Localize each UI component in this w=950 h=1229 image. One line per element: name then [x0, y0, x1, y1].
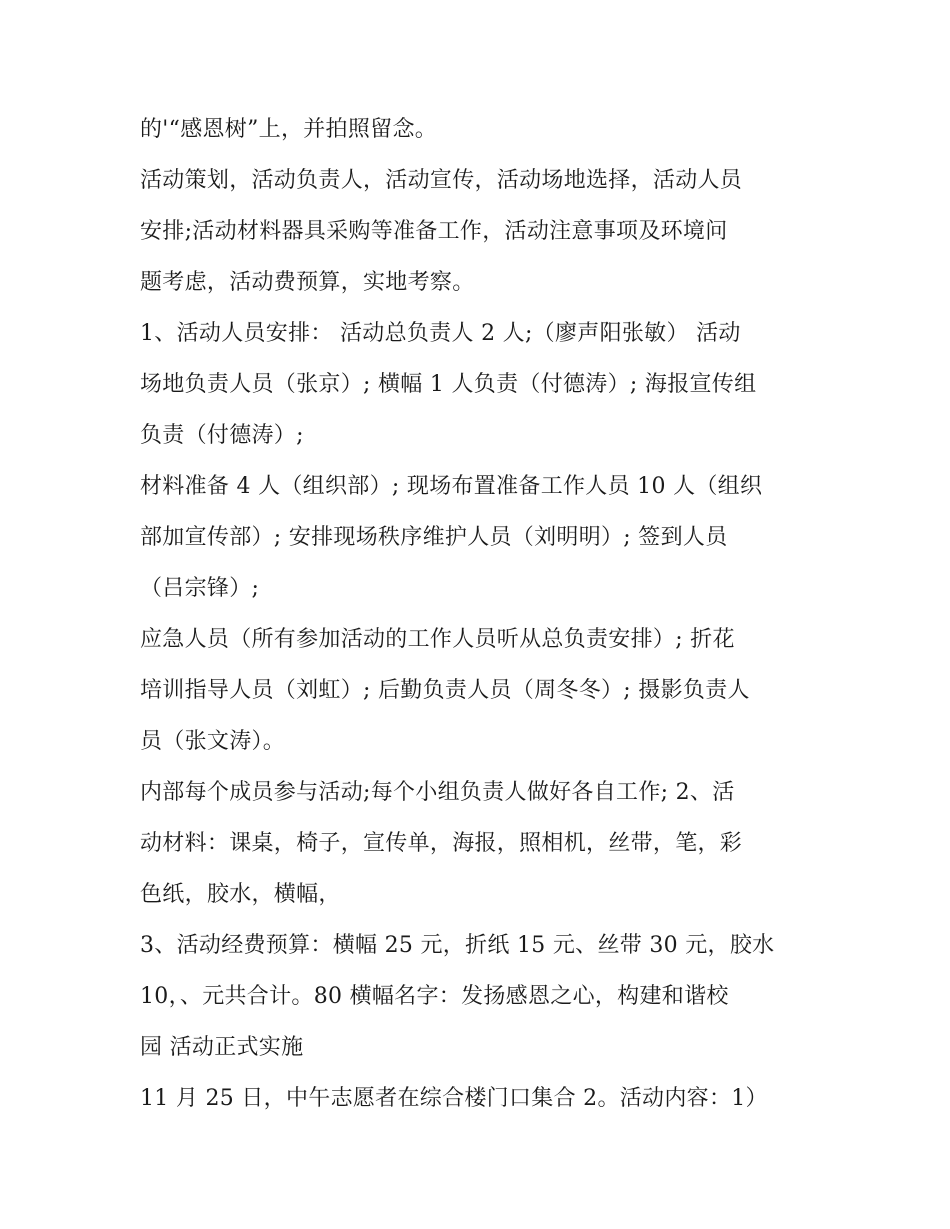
text-line: 1、活动人员安排： 活动总负责人 2 人;（廖声阳张敏） 活动: [140, 321, 741, 346]
text-line: 安排;活动材料器具采购等准备工作，活动注意事项及环境问: [140, 219, 728, 244]
text-line: 内部每个成员参与活动;每个小组负责人做好各自工作; 2、活: [140, 780, 735, 805]
text-line: 色纸，胶水，横幅，: [140, 882, 341, 907]
text-line: 材料准备 4 人（组织部）; 现场布置准备工作人员 10 人（组织: [140, 474, 763, 499]
document-body: [140, 112, 830, 1132]
text-line: 员（张文涛）。: [140, 729, 286, 754]
text-line: 动材料：课桌，椅子，宣传单，海报，照相机，丝带，笔，彩: [140, 831, 743, 856]
text-line: 10，、元共合计。80 横幅名字：发扬感恩之心，构建和谐校: [140, 984, 729, 1009]
text-line: （吕宗锋）;: [140, 576, 260, 601]
text-line: 负责（付德涛）;: [140, 423, 304, 448]
text-line: 3、活动经费预算：横幅 25 元，折纸 15 元、丝带 30 元，胶水: [140, 933, 775, 958]
text-line: 培训指导人员（刘虹）; 后勤负责人员（周冬冬）; 摄影负责人: [140, 678, 750, 703]
text-line: 应急人员（所有参加活动的工作人员听从总负责安排）; 折花: [140, 627, 735, 652]
text-line: 11 月 25 日，中午志愿者在综合楼门口集合 2。活动内容：1）: [140, 1086, 768, 1111]
text-line: 的'“感恩树”上，并拍照留念。: [140, 117, 438, 142]
text-line: 部加宣传部）; 安排现场秩序维护人员（刘明明）; 签到人员: [140, 525, 728, 550]
text-line: 场地负责人员（张京）; 横幅 1 人负责（付德涛）; 海报宣传组: [140, 372, 757, 397]
text-line: 题考虑，活动费预算，实地考察。: [140, 270, 475, 295]
text-line: 园 活动正式实施: [140, 1035, 304, 1060]
text-line: 活动策划，活动负责人，活动宣传，活动场地选择，活动人员: [140, 168, 743, 193]
